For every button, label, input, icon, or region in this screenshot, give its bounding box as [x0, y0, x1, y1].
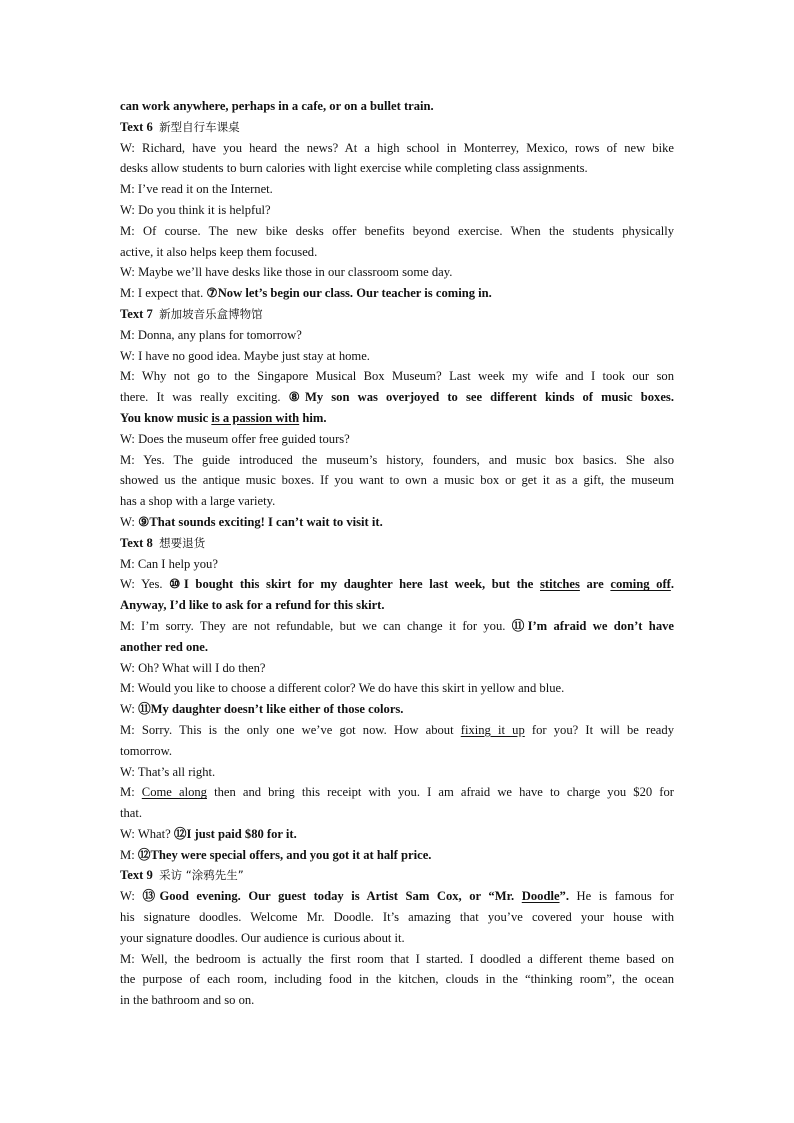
underlined-phrase: is a passion with: [211, 410, 300, 425]
text-line: [120, 450, 674, 471]
underlined-phrase: fixing it up: [460, 722, 525, 737]
line-text: can work anywhere, perhaps in a cafe, or on a bullet train.: [120, 99, 434, 113]
text-line: [120, 658, 674, 679]
line-text: Anyway, I’d like to ask for a refund for this skirt.: [120, 598, 385, 613]
key-sentence: That sounds exciting! I can’t wait to visit it.: [149, 514, 383, 529]
key-sentence: My son was overjoyed to see different kinds of music boxes.: [304, 390, 674, 405]
underlined-phrase: Doodle: [521, 889, 560, 904]
text-line: [120, 699, 674, 720]
underlined-phrase: Come along: [141, 785, 207, 800]
sentence-number-marker: ⑨: [138, 514, 150, 529]
section-title: 采访 “涂鸦先生”: [159, 868, 244, 883]
line-text: W: What?: [120, 826, 174, 841]
key-sentence: I bought this skirt for my daughter here last week, but the: [183, 577, 541, 592]
line-text: M:: [120, 847, 138, 862]
text-line: [120, 845, 674, 866]
text-line: [120, 346, 674, 367]
text-line: [120, 262, 674, 283]
line-text: M: Can I help you?: [120, 556, 218, 571]
line-text: W:: [120, 514, 139, 529]
text-line: [120, 138, 674, 159]
line-text: another red one.: [120, 639, 209, 654]
key-sentence: I’m afraid we don’t have: [527, 618, 674, 633]
line-text: his signature doodles. Welcome Mr. Doodle. It’s amazing that you’ve covered your house with: [120, 910, 674, 925]
text-line: [120, 242, 674, 263]
line-text: M: Well, the bedroom is actually the first room that I started. I doodled a different theme based on: [120, 951, 674, 966]
line-text: W: Do you think it is helpful?: [120, 202, 271, 217]
line-text: M: Would you like to choose a different color? We do have this skirt in yellow and blue.: [120, 681, 565, 696]
line-text: W: Maybe we’ll have desks like those in our classroom some day.: [120, 265, 453, 280]
line-text: M: I’ve read it on the Internet.: [120, 182, 273, 197]
section-heading-text-7: [120, 304, 674, 325]
section-label: Text 8: [120, 535, 153, 550]
section-title: 新加坡音乐盒博物馆: [159, 306, 263, 321]
sentence-number-marker: ⑧: [288, 390, 305, 405]
key-sentence: Now let’s begin our class. Our teacher is coming in.: [217, 286, 492, 301]
sentence-number-marker: ⑪: [138, 702, 151, 717]
section-heading-text-8: [120, 533, 674, 554]
text-line: [120, 782, 674, 803]
section-title: 想要退货: [159, 535, 206, 550]
line-text: desks allow students to burn calories with light exercise while completing class assignments.: [120, 161, 588, 176]
line-text: tomorrow.: [120, 743, 172, 758]
line-text: W: Richard, have you heard the news? At a high school in Monterrey, Mexico, rows of new bike: [120, 140, 674, 155]
text-line: [120, 616, 674, 637]
line-text: your signature doodles. Our audience is curious about it.: [120, 930, 405, 945]
line-text: M: Why not go to the Singapore Musical Box Museum? Last week my wife and I took our son: [120, 369, 674, 384]
text-line: [120, 637, 674, 658]
line-text: W: That’s all right.: [120, 764, 216, 779]
line-text: W:: [120, 889, 143, 904]
text-line: [120, 762, 674, 783]
text-line: [120, 949, 674, 970]
line-text: M:: [120, 785, 142, 800]
line-text: He is famous for: [568, 889, 674, 904]
underlined-phrase: stitches: [540, 577, 580, 592]
key-sentence: .: [670, 577, 674, 592]
line-text: there. It was really exciting.: [120, 390, 289, 405]
line-text: has a shop with a large variety.: [120, 494, 276, 509]
section-label: Text 7: [120, 306, 153, 321]
text-line: [120, 283, 674, 304]
line-text: M: Donna, any plans for tomorrow?: [120, 327, 302, 342]
section-label: Text 6: [120, 119, 153, 134]
key-sentence: My daughter doesn’t like either of those colors.: [150, 702, 404, 717]
text-line: [120, 803, 674, 824]
document-page: [120, 96, 674, 1011]
line-text: W: I have no good idea. Maybe just stay at home.: [120, 348, 370, 363]
text-line: [120, 969, 674, 990]
line-text: in the bathroom and so on.: [120, 993, 255, 1008]
text-line: [120, 179, 674, 200]
text-line: [120, 158, 674, 179]
line-text: M: Sorry. This is the only one we’ve got now. How about: [120, 722, 461, 737]
text-line: [120, 221, 674, 242]
section-title: 新型自行车课桌: [159, 119, 240, 134]
text-line: [120, 200, 674, 221]
text-line: [120, 554, 674, 575]
line-text: the purpose of each room, including food in the kitchen, clouds in the “thinking room”, the ocean: [120, 972, 674, 987]
sentence-number-marker: ⑫: [137, 847, 151, 862]
line-text: M: I’m sorry. They are not refundable, but we can change it for you.: [120, 618, 512, 633]
line-text: M: Yes. The guide introduced the museum’s history, founders, and music box basics. She also: [120, 452, 674, 467]
text-line: [120, 96, 674, 117]
section-label: Text 9: [120, 868, 153, 883]
text-line: [120, 595, 674, 616]
text-line: [120, 470, 674, 491]
key-sentence: They were special offers, and you got it at half price.: [150, 847, 432, 862]
section-heading-text-9: [120, 865, 674, 886]
line-text: then and bring this receipt with you. I am afraid we have to charge you $20 for: [206, 785, 674, 800]
text-line: [120, 325, 674, 346]
sentence-number-marker: ⑫: [173, 826, 187, 841]
line-text: M: I expect that.: [120, 286, 207, 301]
text-line: [120, 491, 674, 512]
text-line: [120, 907, 674, 928]
text-line: [120, 366, 674, 387]
line-text: for you? It will be ready: [524, 722, 674, 737]
text-line: [120, 387, 674, 408]
key-sentence: I just paid $80 for it.: [186, 826, 297, 841]
line-text: showed us the antique music boxes. If you want to own a music box or get it as a gift, the museum: [120, 473, 674, 488]
text-line: [120, 886, 674, 907]
sentence-number-marker: ⑬: [142, 889, 160, 904]
underlined-phrase: coming off: [610, 577, 671, 592]
line-text: W:: [120, 702, 139, 717]
line-text: W: Yes.: [120, 577, 170, 592]
line-text: You know music: [120, 410, 212, 425]
text-line: [120, 928, 674, 949]
sentence-number-marker: ⑪: [511, 618, 528, 633]
text-line: [120, 990, 674, 1011]
text-line: [120, 678, 674, 699]
sentence-number-marker: ⑩: [169, 577, 184, 592]
sentence-number-marker: ⑦: [206, 286, 218, 301]
key-sentence: Good evening. Our guest today is Artist Sam Cox, or “Mr.: [159, 889, 522, 904]
key-sentence: are: [579, 577, 611, 592]
line-text: that.: [120, 806, 143, 821]
text-line: [120, 741, 674, 762]
key-sentence: ”.: [559, 889, 569, 904]
line-text: W: Oh? What will I do then?: [120, 660, 266, 675]
line-text: active, it also helps keep them focused.: [120, 244, 318, 259]
line-text: him.: [299, 410, 327, 425]
text-line: [120, 574, 674, 595]
line-text: W: Does the museum offer free guided tours?: [120, 431, 350, 446]
text-line: [120, 824, 674, 845]
text-line: [120, 720, 674, 741]
section-heading-text-6: [120, 117, 674, 138]
text-line: [120, 408, 674, 429]
line-text: M: Of course. The new bike desks offer benefits beyond exercise. When the students physically: [120, 223, 674, 238]
text-line: [120, 512, 674, 533]
text-line: [120, 429, 674, 450]
